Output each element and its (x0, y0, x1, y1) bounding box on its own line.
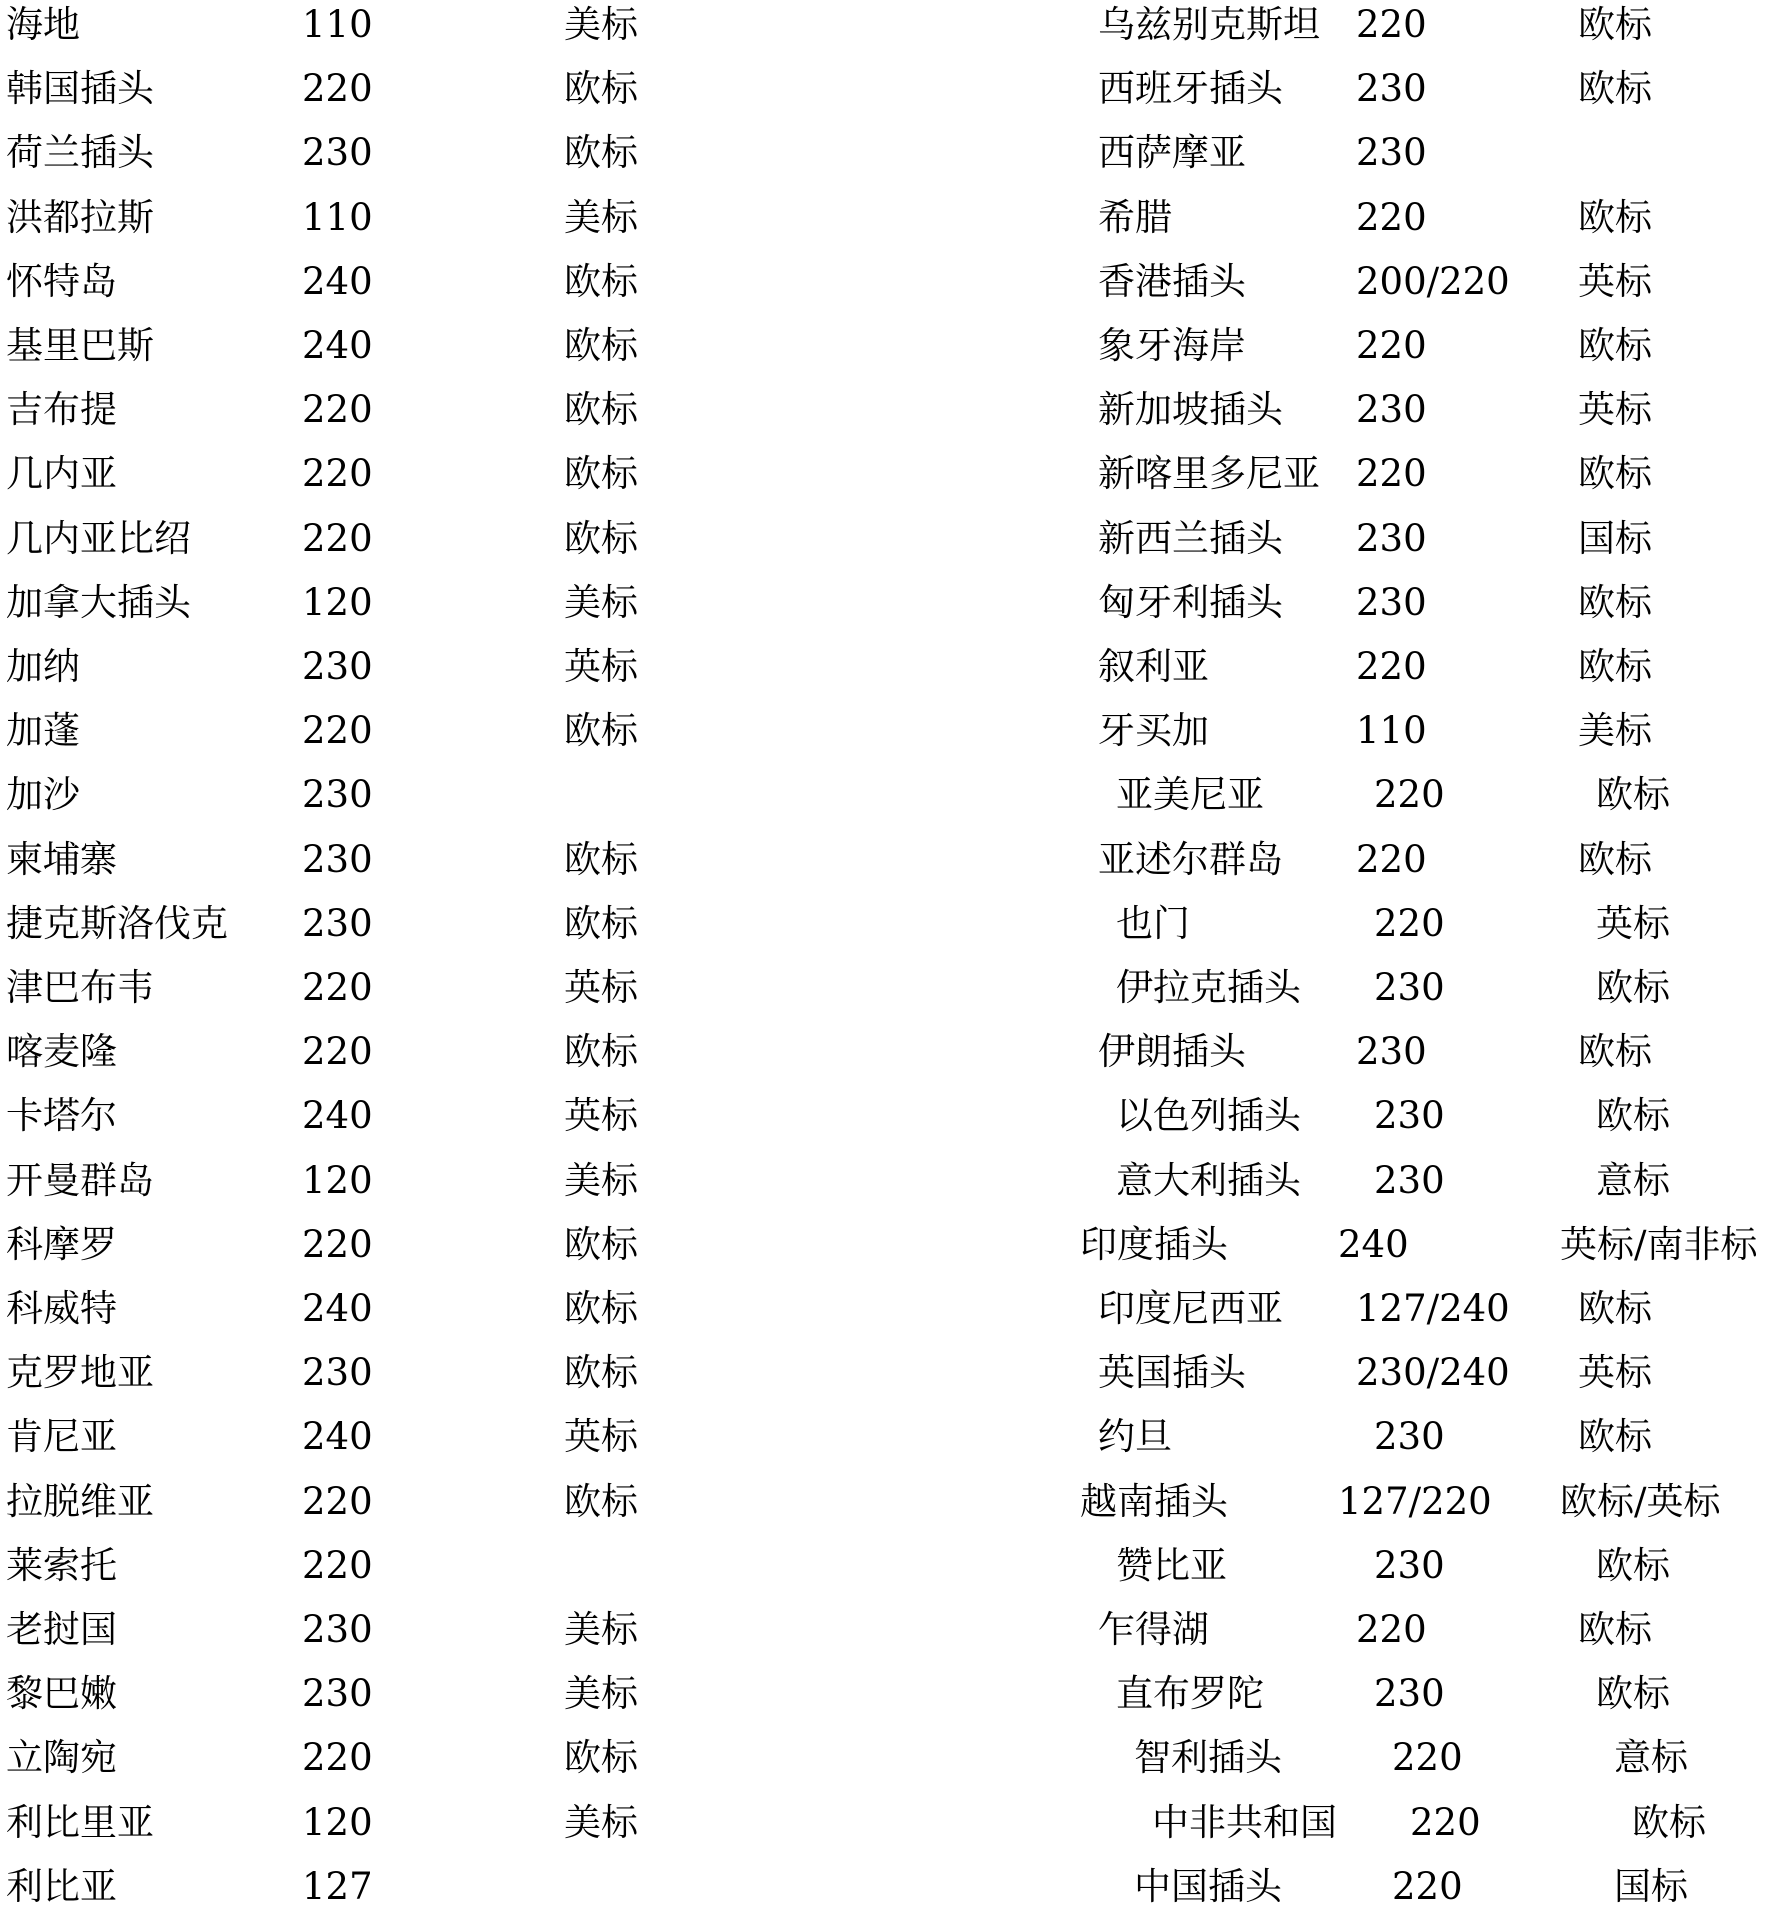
right-voltage-value: 230 (1356, 516, 1427, 560)
right-voltage-value: 220 (1410, 1800, 1481, 1844)
left-country-name: 老挝国 (6, 1608, 117, 1651)
right-country-name: 伊朗插头 (1098, 1030, 1246, 1074)
left-country-name: 韩国插头 (6, 67, 154, 111)
right-plug-type: 欧标 (1578, 1030, 1652, 1074)
right-voltage-value: 200/220 (1356, 259, 1510, 303)
right-country-name: 香港插头 (1098, 259, 1246, 303)
left-plug-type: 欧标 (564, 324, 638, 367)
left-country-name: 加纳 (6, 645, 80, 688)
right-plug-type: 欧标 (1578, 67, 1652, 111)
left-voltage-value: 240 (302, 1094, 373, 1138)
left-plug-type: 美标 (564, 195, 638, 239)
left-country-name: 黎巴嫩 (6, 1672, 117, 1716)
left-voltage-value: 220 (302, 1479, 373, 1523)
left-voltage-value: 230 (302, 645, 373, 688)
right-country-name: 西班牙插头 (1098, 67, 1283, 111)
left-plug-type: 欧标 (564, 516, 638, 560)
right-voltage-value: 220 (1356, 645, 1427, 688)
left-voltage-value: 220 (302, 709, 373, 753)
right-country-name: 赞比亚 (1116, 1543, 1227, 1587)
left-country-name: 柬埔寨 (6, 837, 117, 881)
left-country-name: 海地 (6, 3, 80, 46)
left-plug-type: 欧标 (564, 1479, 638, 1523)
right-country-name: 亚述尔群岛 (1098, 837, 1283, 881)
right-voltage-value: 220 (1356, 837, 1427, 881)
left-plug-type: 欧标 (564, 1222, 638, 1266)
left-country-name: 基里巴斯 (6, 324, 154, 367)
left-plug-type: 欧标 (564, 1736, 638, 1780)
right-country-name: 中国插头 (1134, 1864, 1282, 1908)
left-voltage-value: 120 (302, 1158, 373, 1202)
right-country-name: 印度尼西亚 (1098, 1287, 1283, 1330)
right-country-name: 伊拉克插头 (1116, 966, 1301, 1009)
right-country-name: 乍得湖 (1098, 1608, 1209, 1651)
right-plug-type: 国标 (1614, 1864, 1688, 1908)
right-plug-type: 意标 (1596, 1158, 1670, 1202)
right-plug-type: 美标 (1578, 709, 1652, 753)
right-country-name: 新加坡插头 (1098, 388, 1283, 432)
left-voltage-value: 220 (302, 388, 373, 432)
right-plug-type: 英标/南非标 (1560, 1222, 1758, 1266)
left-country-name: 津巴布韦 (6, 966, 154, 1009)
left-voltage-value: 230 (302, 1351, 373, 1395)
left-plug-type: 欧标 (564, 388, 638, 432)
right-voltage-value: 230 (1356, 131, 1427, 175)
left-country-name: 科摩罗 (6, 1222, 117, 1266)
left-voltage-value: 220 (302, 452, 373, 496)
right-voltage-value: 220 (1392, 1736, 1463, 1780)
right-country-name: 意大利插头 (1116, 1158, 1301, 1202)
left-voltage-value: 240 (302, 1287, 373, 1330)
right-voltage-value: 230 (1356, 580, 1427, 624)
right-country-name: 智利插头 (1134, 1736, 1282, 1780)
right-plug-type: 英标 (1596, 901, 1670, 945)
left-plug-type: 英标 (564, 645, 638, 688)
right-plug-type: 欧标 (1596, 1672, 1670, 1716)
left-country-name: 加蓬 (6, 709, 80, 753)
right-country-name: 印度插头 (1080, 1222, 1228, 1266)
right-country-name: 英国插头 (1098, 1351, 1246, 1395)
left-voltage-value: 230 (302, 837, 373, 881)
right-plug-type: 欧标 (1596, 966, 1670, 1009)
right-plug-type: 欧标 (1578, 195, 1652, 239)
left-voltage-value: 230 (302, 131, 373, 175)
left-country-name: 莱索托 (6, 1543, 117, 1587)
left-voltage-value: 120 (302, 580, 373, 624)
left-country-name: 怀特岛 (6, 259, 117, 303)
left-country-name: 利比亚 (6, 1864, 117, 1908)
right-country-name: 象牙海岸 (1098, 324, 1246, 367)
left-plug-type: 欧标 (564, 67, 638, 111)
left-country-name: 开曼群岛 (6, 1158, 154, 1202)
left-voltage-value: 220 (302, 516, 373, 560)
left-country-name: 拉脱维亚 (6, 1479, 154, 1523)
left-voltage-value: 230 (302, 1672, 373, 1716)
right-voltage-value: 110 (1356, 709, 1427, 753)
left-voltage-value: 110 (302, 3, 373, 46)
right-plug-type: 欧标 (1578, 324, 1652, 367)
left-plug-type: 欧标 (564, 452, 638, 496)
left-voltage-value: 220 (302, 1736, 373, 1780)
left-voltage-value: 220 (302, 1543, 373, 1587)
right-country-name: 牙买加 (1098, 709, 1209, 753)
left-voltage-value: 110 (302, 195, 373, 239)
right-plug-type: 英标 (1578, 1351, 1652, 1395)
left-voltage-value: 220 (302, 1030, 373, 1074)
left-plug-type: 欧标 (564, 1030, 638, 1074)
left-voltage-value: 120 (302, 1800, 373, 1844)
right-country-name: 乌兹别克斯坦 (1098, 3, 1320, 46)
right-plug-type: 欧标 (1596, 1094, 1670, 1138)
left-plug-type: 欧标 (564, 1287, 638, 1330)
right-country-name: 中非共和国 (1152, 1800, 1337, 1844)
left-plug-type: 英标 (564, 1094, 638, 1138)
left-plug-type: 欧标 (564, 1351, 638, 1395)
right-plug-type: 欧标 (1578, 3, 1652, 46)
left-country-name: 肯尼亚 (6, 1415, 117, 1459)
left-voltage-value: 220 (302, 67, 373, 111)
right-voltage-value: 230 (1374, 966, 1445, 1009)
left-country-name: 吉布提 (6, 388, 117, 432)
right-plug-type: 英标 (1578, 388, 1652, 432)
right-country-name: 也门 (1116, 901, 1190, 945)
right-country-name: 新西兰插头 (1098, 516, 1283, 560)
left-plug-type: 美标 (564, 1672, 638, 1716)
left-country-name: 加拿大插头 (6, 580, 191, 624)
right-voltage-value: 220 (1374, 901, 1445, 945)
left-plug-type: 英标 (564, 966, 638, 1009)
right-plug-type: 欧标 (1578, 452, 1652, 496)
right-plug-type: 欧标 (1596, 1543, 1670, 1587)
left-plug-type: 美标 (564, 580, 638, 624)
left-country-name: 科威特 (6, 1287, 117, 1330)
left-country-name: 捷克斯洛伐克 (6, 901, 228, 945)
right-voltage-value: 220 (1356, 452, 1427, 496)
left-country-name: 利比里亚 (6, 1800, 154, 1844)
right-voltage-value: 127/220 (1338, 1479, 1492, 1523)
left-plug-type: 欧标 (564, 259, 638, 303)
right-voltage-value: 220 (1356, 195, 1427, 239)
right-voltage-value: 220 (1392, 1864, 1463, 1908)
left-country-name: 克罗地亚 (6, 1351, 154, 1395)
right-plug-type: 欧标 (1578, 645, 1652, 688)
left-plug-type: 欧标 (564, 709, 638, 753)
right-voltage-value: 230 (1356, 1030, 1427, 1074)
left-plug-type: 欧标 (564, 837, 638, 881)
left-voltage-value: 220 (302, 966, 373, 1009)
right-country-name: 新喀里多尼亚 (1098, 452, 1320, 496)
right-country-name: 直布罗陀 (1116, 1672, 1264, 1716)
right-voltage-value: 220 (1356, 1608, 1427, 1651)
right-country-name: 约旦 (1098, 1415, 1172, 1459)
right-voltage-value: 230 (1374, 1415, 1445, 1459)
left-voltage-value: 127 (302, 1864, 373, 1908)
right-plug-type: 意标 (1614, 1736, 1688, 1780)
right-country-name: 越南插头 (1080, 1479, 1228, 1523)
right-plug-type: 欧标 (1578, 1415, 1652, 1459)
left-voltage-value: 240 (302, 259, 373, 303)
left-country-name: 喀麦隆 (6, 1030, 117, 1074)
right-plug-type: 欧标/英标 (1560, 1479, 1721, 1523)
right-voltage-value: 230 (1374, 1672, 1445, 1716)
left-plug-type: 欧标 (564, 901, 638, 945)
right-voltage-value: 230 (1356, 388, 1427, 432)
right-voltage-value: 230 (1356, 67, 1427, 111)
left-country-name: 加沙 (6, 773, 80, 817)
left-voltage-value: 240 (302, 324, 373, 367)
right-plug-type: 欧标 (1578, 837, 1652, 881)
right-country-name: 亚美尼亚 (1116, 773, 1264, 817)
right-plug-type: 欧标 (1578, 1287, 1652, 1330)
left-voltage-value: 230 (302, 773, 373, 817)
right-voltage-value: 230/240 (1356, 1351, 1510, 1395)
left-plug-type: 美标 (564, 1800, 638, 1844)
right-plug-type: 国标 (1578, 516, 1652, 560)
right-country-name: 匈牙利插头 (1098, 580, 1283, 624)
right-plug-type: 欧标 (1632, 1800, 1706, 1844)
right-voltage-value: 127/240 (1356, 1287, 1510, 1330)
right-voltage-value: 220 (1374, 773, 1445, 817)
right-plug-type: 欧标 (1578, 580, 1652, 624)
left-plug-type: 美标 (564, 1608, 638, 1651)
left-voltage-value: 240 (302, 1415, 373, 1459)
right-plug-type: 欧标 (1596, 773, 1670, 817)
right-voltage-value: 230 (1374, 1543, 1445, 1587)
right-voltage-value: 230 (1374, 1094, 1445, 1138)
right-plug-type: 欧标 (1578, 1608, 1652, 1651)
left-country-name: 几内亚比绍 (6, 516, 191, 560)
right-country-name: 西萨摩亚 (1098, 131, 1246, 175)
left-plug-type: 欧标 (564, 131, 638, 175)
right-country-name: 希腊 (1098, 195, 1172, 239)
right-voltage-value: 220 (1356, 324, 1427, 367)
right-voltage-value: 220 (1356, 3, 1427, 46)
left-plug-type: 美标 (564, 1158, 638, 1202)
left-plug-type: 英标 (564, 1415, 638, 1459)
right-plug-type: 英标 (1578, 259, 1652, 303)
right-voltage-value: 230 (1374, 1158, 1445, 1202)
left-voltage-value: 230 (302, 901, 373, 945)
left-country-name: 几内亚 (6, 452, 117, 496)
right-country-name: 以色列插头 (1116, 1094, 1301, 1138)
left-country-name: 卡塔尔 (6, 1094, 117, 1138)
left-country-name: 洪都拉斯 (6, 195, 154, 239)
left-country-name: 立陶宛 (6, 1736, 117, 1780)
left-country-name: 荷兰插头 (6, 131, 154, 175)
right-voltage-value: 240 (1338, 1222, 1409, 1266)
left-voltage-value: 230 (302, 1608, 373, 1651)
left-voltage-value: 220 (302, 1222, 373, 1266)
right-country-name: 叙利亚 (1098, 645, 1209, 688)
left-plug-type: 美标 (564, 3, 638, 46)
